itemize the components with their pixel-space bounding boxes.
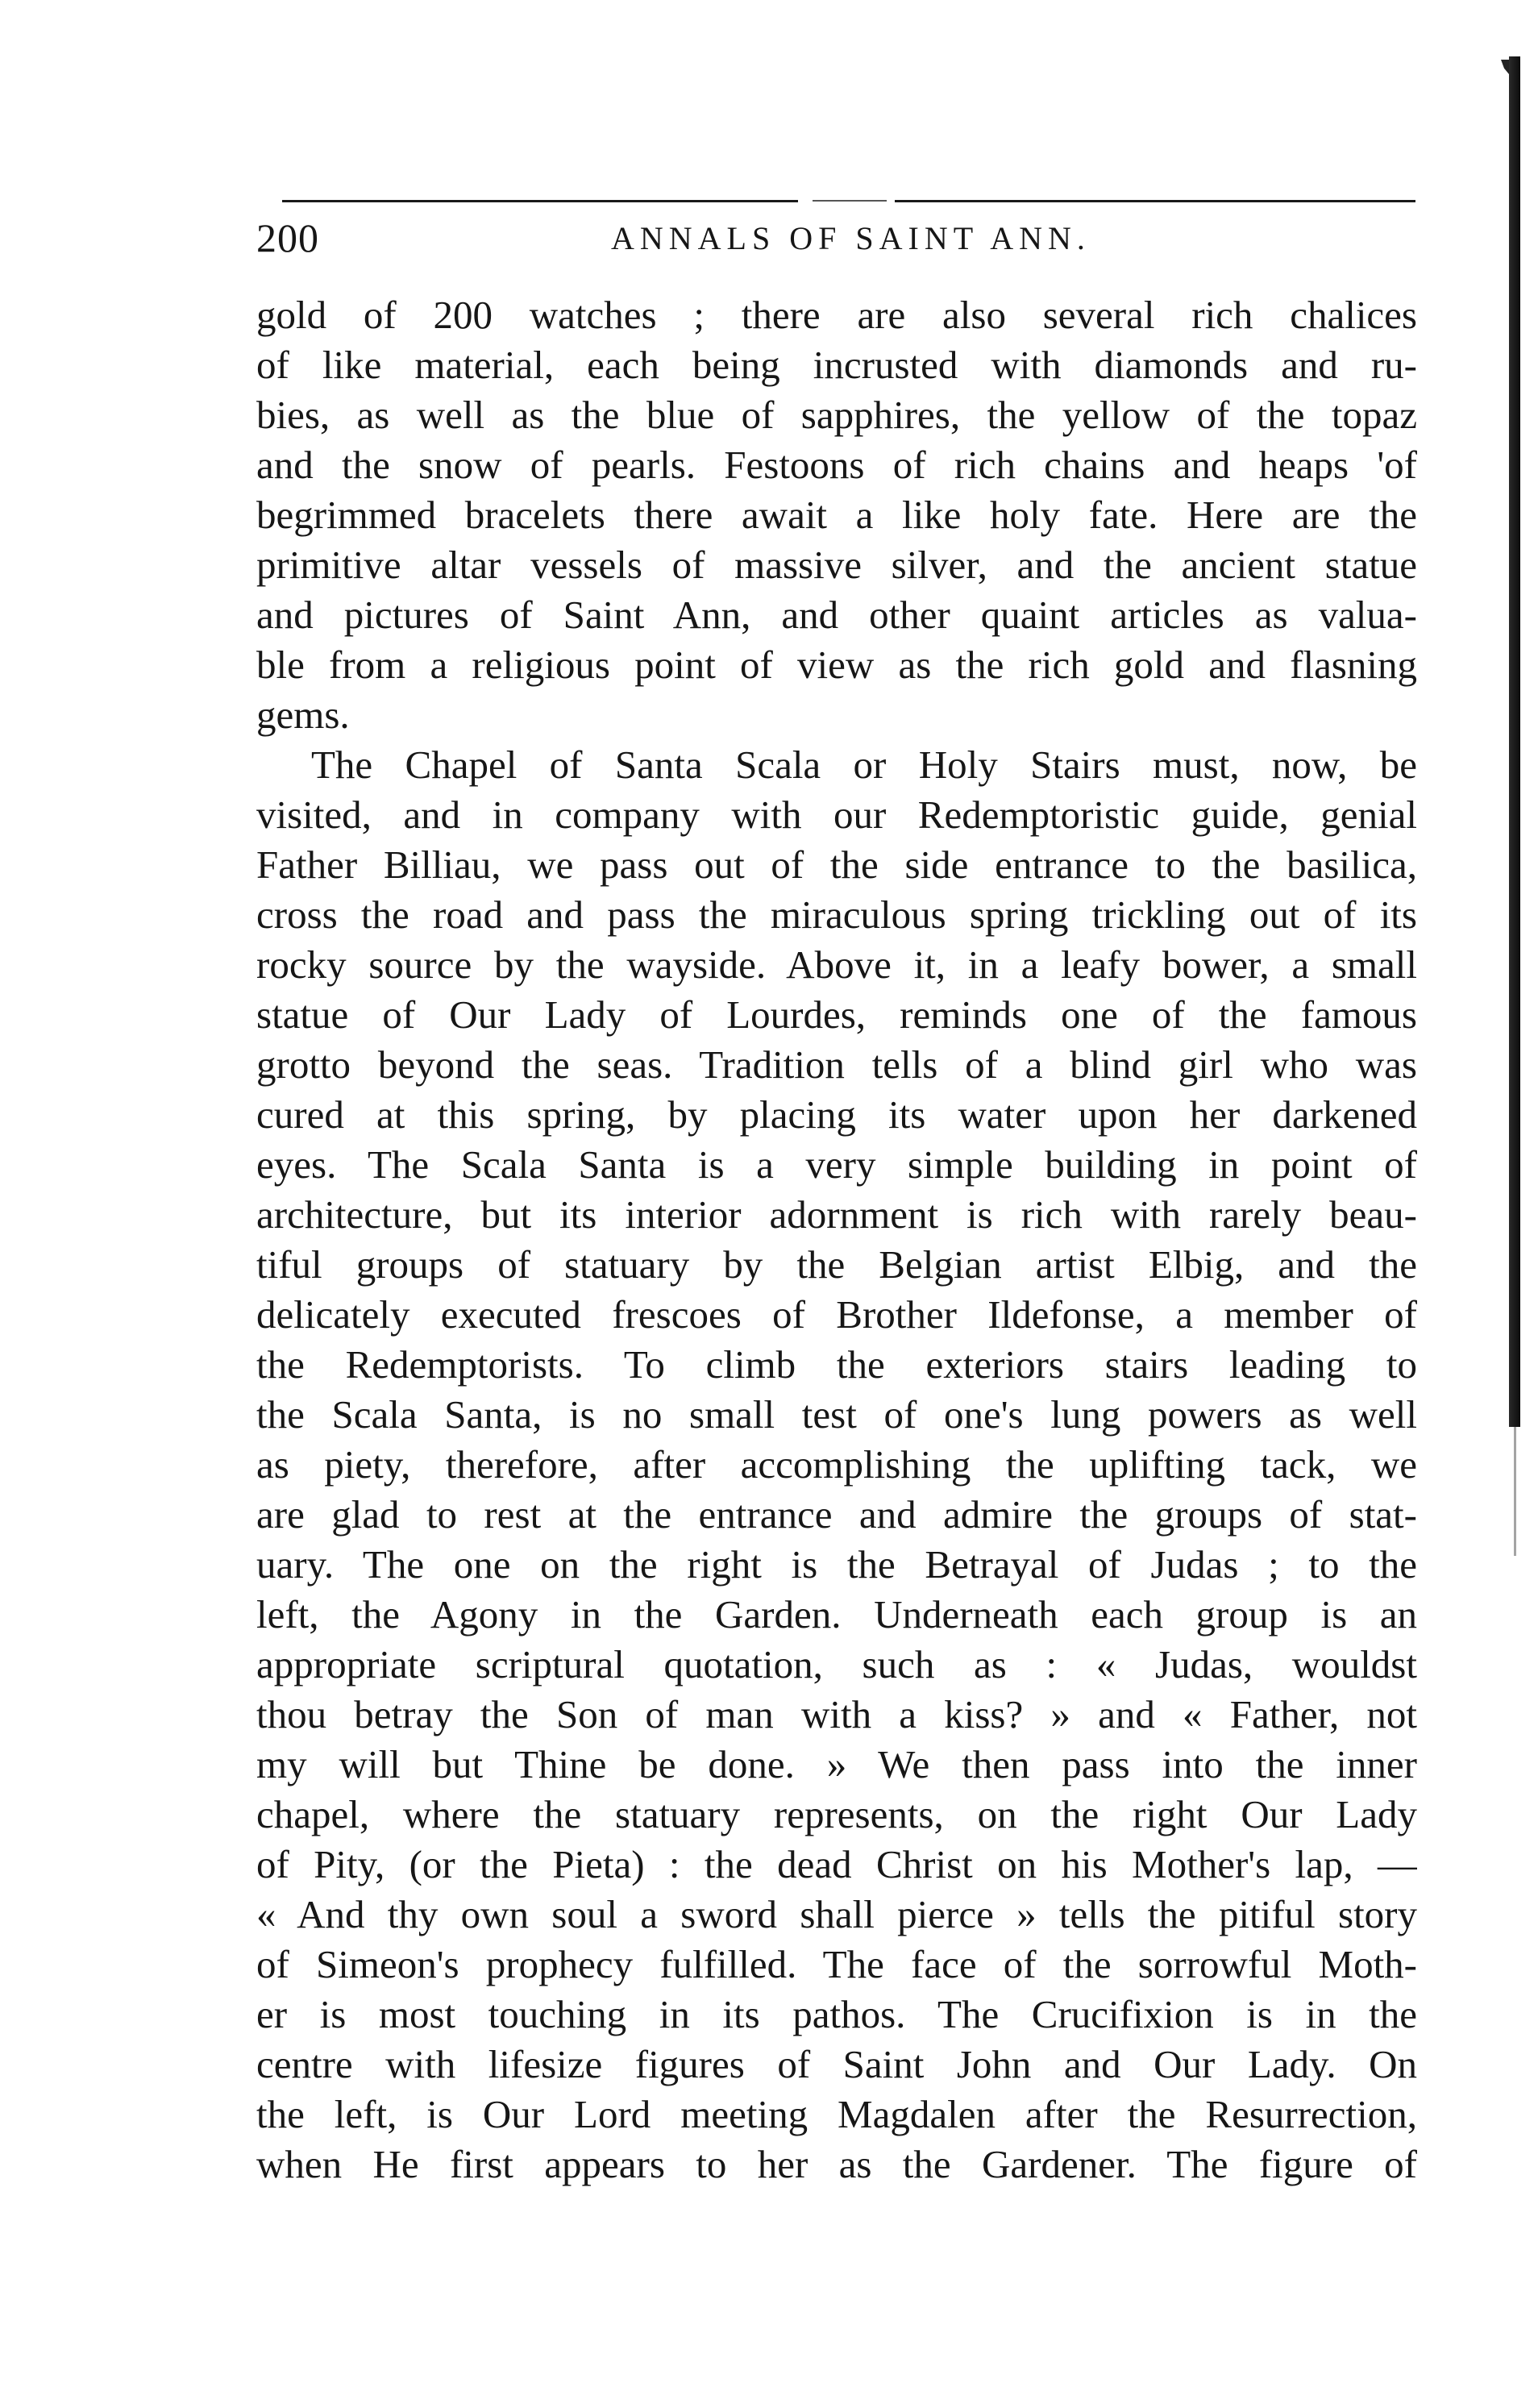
scan-border-shadow bbox=[1509, 56, 1520, 1427]
text-line: are glad to rest at the entrance and admire the groups of stat- bbox=[256, 1492, 1417, 1537]
text-line: of like material, each being incrusted with diamonds and ru- bbox=[256, 343, 1417, 387]
text-line: statue of Our Lady of Lourdes, reminds one of the famous bbox=[256, 992, 1417, 1037]
text-line: thou betray the Son of man with a kiss? » and « Father, not bbox=[256, 1692, 1417, 1736]
text-line: grotto beyond the seas. Tradition tells of a blind girl who was bbox=[256, 1042, 1417, 1087]
text-line: uary. The one on the right is the Betrayal of Judas ; to the bbox=[256, 1542, 1417, 1587]
scan-border-shadow-tail bbox=[1514, 1427, 1516, 1556]
body-text bbox=[256, 290, 1417, 2190]
running-head: ANNALS OF SAINT ANN. bbox=[611, 220, 1091, 256]
scan-corner-mark bbox=[1501, 60, 1509, 74]
text-line: of Pity, (or the Pieta) : the dead Christ on his Mother's lap, — bbox=[256, 1842, 1417, 1886]
text-line: and the snow of pearls. Festoons of rich chains and heaps 'of bbox=[256, 443, 1417, 487]
text-line: delicately executed frescoes of Brother Ildefonse, a member of bbox=[256, 1292, 1417, 1337]
text-line: gems. bbox=[256, 692, 350, 737]
text-line: of Simeon's prophecy fulfilled. The face of the sorrowful Moth- bbox=[256, 1942, 1417, 1986]
text-line: as piety, therefore, after accomplishing the uplifting tack, we bbox=[256, 1442, 1417, 1487]
text-line: when He first appears to her as the Gardener. The figure of bbox=[256, 2142, 1417, 2186]
text-line: eyes. The Scala Santa is a very simple building in point of bbox=[256, 1142, 1417, 1187]
text-line: rocky source by the wayside. Above it, in a leafy bower, a small bbox=[256, 942, 1417, 987]
text-line: gold of 200 watches ; there are also several rich chalices bbox=[256, 293, 1417, 337]
text-line: the left, is Our Lord meeting Magdalen after the Resurrection, bbox=[256, 2092, 1417, 2136]
header-rule-left bbox=[282, 200, 798, 202]
header-rule-right bbox=[895, 200, 1415, 202]
text-line: « And thy own soul a sword shall pierce » tells the pitiful story bbox=[256, 1892, 1417, 1936]
text-line: left, the Agony in the Garden. Underneath each group is an bbox=[256, 1592, 1417, 1637]
page-number: 200 bbox=[256, 215, 319, 260]
text-line: bies, as well as the blue of sapphires, the yellow of the topaz bbox=[256, 393, 1417, 437]
text-line: er is most touching in its pathos. The Crucifixion is in the bbox=[256, 1992, 1417, 2036]
page-header bbox=[256, 200, 1417, 260]
header-rule-gap bbox=[813, 200, 887, 202]
text-line: centre with lifesize figures of Saint John and Our Lady. On bbox=[256, 2042, 1417, 2086]
text-line: the Redemptorists. To climb the exteriors stairs leading to bbox=[256, 1342, 1417, 1387]
text-line: the Scala Santa, is no small test of one's lung powers as well bbox=[256, 1392, 1417, 1437]
text-line: chapel, where the statuary represents, on the right Our Lady bbox=[256, 1792, 1417, 1836]
text-line: my will but Thine be done. » We then pass into the inner bbox=[256, 1742, 1417, 1786]
text-line: cured at this spring, by placing its water upon her darkened bbox=[256, 1092, 1417, 1137]
text-line: primitive altar vessels of massive silver, and the ancient statue bbox=[256, 543, 1417, 587]
text-line: The Chapel of Santa Scala or Holy Stairs must, now, be bbox=[311, 742, 1417, 787]
text-line: visited, and in company with our Redemptoristic guide, genial bbox=[256, 792, 1417, 837]
text-line: tiful groups of statuary by the Belgian artist Elbig, and the bbox=[256, 1242, 1417, 1287]
text-line: architecture, but its interior adornment is rich with rarely beau- bbox=[256, 1192, 1417, 1237]
text-line: ble from a religious point of view as the rich gold and flasning bbox=[256, 643, 1417, 687]
text-line: appropriate scriptural quotation, such as : « Judas, wouldst bbox=[256, 1642, 1417, 1686]
text-line: begrimmed bracelets there await a like holy fate. Here are the bbox=[256, 493, 1417, 537]
text-line: cross the road and pass the miraculous spring trickling out of its bbox=[256, 892, 1417, 937]
text-line: Father Billiau, we pass out of the side entrance to the basilica, bbox=[256, 842, 1417, 887]
text-line: and pictures of Saint Ann, and other quaint articles as valua- bbox=[256, 593, 1417, 637]
